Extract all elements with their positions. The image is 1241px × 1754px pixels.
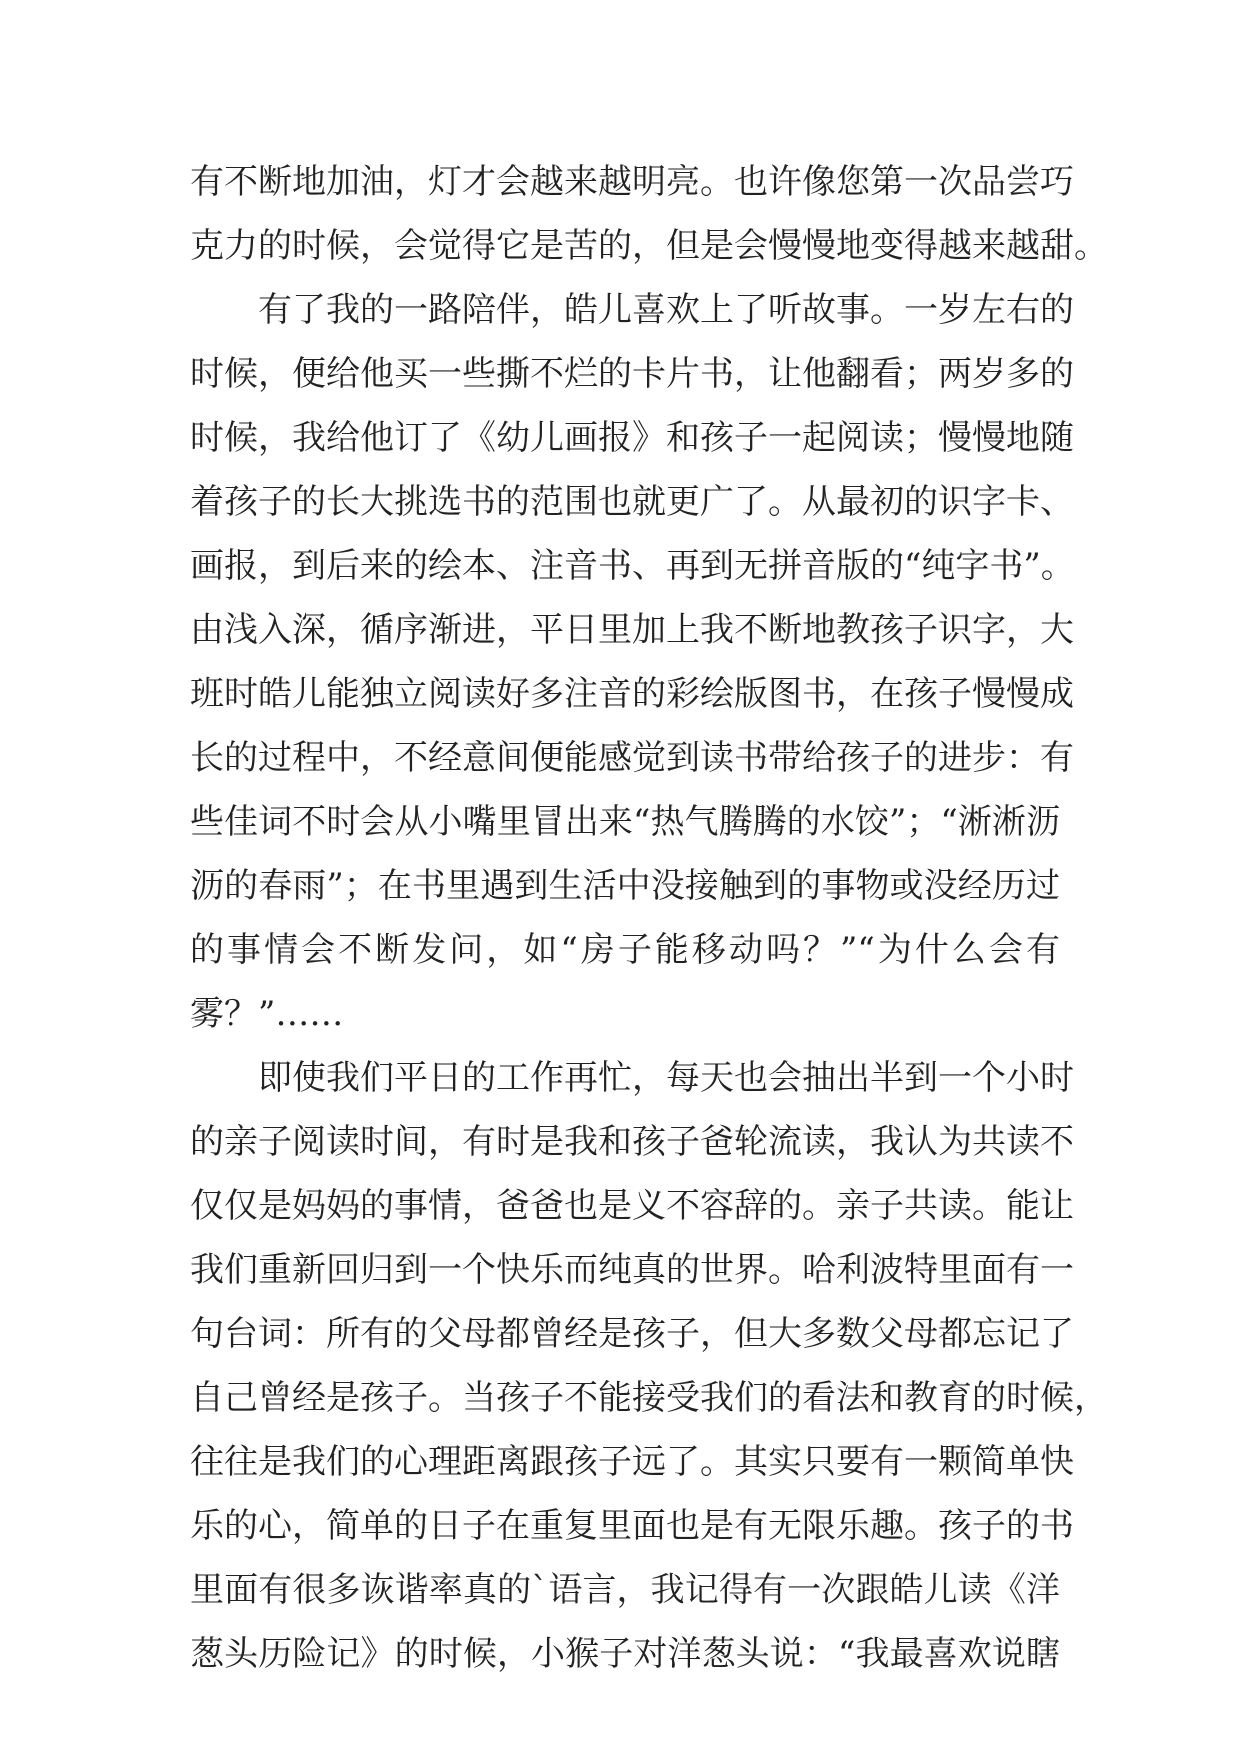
text-line: 着孩子的长大挑选书的范围也就更广了。从最初的识字卡、 (190, 482, 1074, 522)
text-line: 由浅入深，循序渐进，平日里加上我不断地教孩子识字，大 (190, 610, 1074, 650)
text-line: 沥的春雨”；在书里遇到生活中没接触到的事物或没经历过 (190, 866, 1060, 906)
paragraph-start-line: 即使我们平日的工作再忙，每天也会抽出半到一个小时 (258, 1058, 1074, 1098)
text-line: 的事情会不断发问，如“房子能移动吗？”“为什么会有 (190, 930, 1060, 970)
text-line: 克力的时候，会觉得它是苦的，但是会慢慢地变得越来越甜。 (190, 226, 1108, 266)
body-text (190, 150, 1108, 1686)
text-line: 仅仅是妈妈的事情，爸爸也是义不容辞的。亲子共读。能让 (190, 1186, 1074, 1226)
text-line: 往往是我们的心理距离跟孩子远了。其实只要有一颗简单快 (190, 1442, 1074, 1482)
text-line: 有不断地加油，灯才会越来越明亮。也许像您第一次品尝巧 (190, 162, 1074, 202)
text-line: 些佳词不时会从小嘴里冒出来“热气腾腾的水饺”；“淅淅沥 (190, 802, 1060, 842)
text-line: 乐的心，简单的日子在重复里面也是有无限乐趣。孩子的书 (190, 1506, 1074, 1546)
text-line: 句台词：所有的父母都曾经是孩子，但大多数父母都忘记了 (190, 1314, 1074, 1354)
text-line: 里面有很多诙谐率真的`语言，我记得有一次跟皓儿读《洋 (190, 1570, 1060, 1610)
text-line: 长的过程中，不经意间便能感觉到读书带给孩子的进步：有 (190, 738, 1074, 778)
text-line: 画报，到后来的绘本、注音书、再到无拼音版的“纯字书”。 (190, 546, 1075, 586)
text-line: 班时皓儿能独立阅读好多注音的彩绘版图书，在孩子慢慢成 (190, 674, 1074, 714)
text-line: 葱头历险记》的时候，小猴子对洋葱头说：“我最喜欢说瞎 (190, 1634, 1060, 1674)
text-line: 时候，我给他订了《幼儿画报》和孩子一起阅读；慢慢地随 (190, 418, 1074, 458)
text-line: 我们重新回归到一个快乐而纯真的世界。哈利波特里面有一 (190, 1250, 1074, 1290)
text-line: 时候，便给他买一些撕不烂的卡片书，让他翻看；两岁多的 (190, 354, 1074, 394)
paragraph-end-line: 雾？”…… (190, 994, 344, 1034)
text-line: 的亲子阅读时间，有时是我和孩子爸轮流读，我认为共读不 (190, 1122, 1074, 1162)
paragraph-start-line: 有了我的一路陪伴，皓儿喜欢上了听故事。一岁左右的 (258, 290, 1074, 330)
text-line: 自己曾经是孩子。当孩子不能接受我们的看法和教育的时候， (190, 1378, 1108, 1418)
